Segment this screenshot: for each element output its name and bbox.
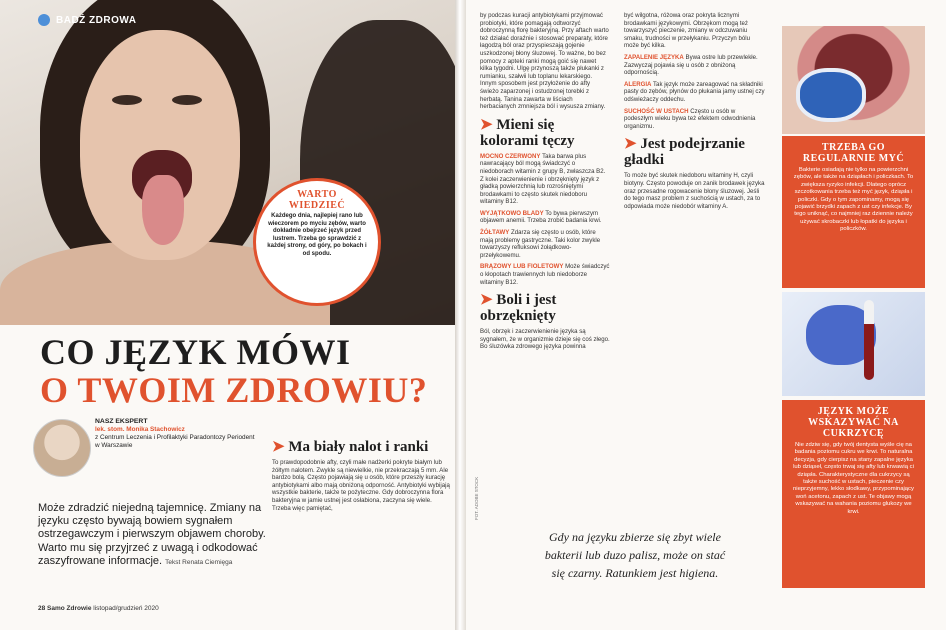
eye-right [172,95,202,105]
s3-item: ZAPALENIE JĘZYKA Bywa ostre lub przewlekłe. Zazwyczaj pojawia się u osób z obniżoną odpornością. [624,53,758,77]
handwritten-line-3: się czarny. Ratunkiem jest higiena. [551,566,719,580]
section-label: BADŹ ZDROWA [56,14,137,26]
warto-wiedziec-badge [253,178,381,306]
section-1-title: ➤ Ma biały nalot i ranki [272,439,429,455]
eye-left [112,95,142,105]
hygiene-box [782,136,925,288]
s3-body: Ból, obrzęk i zaczerwienienie języka są sygnałem, że w organizmie dzieje się coś złego. Bo śluzówka zdrowego języka powinna [480,328,610,351]
diabetes-box [782,400,925,588]
arrow-icon: ➤ [480,292,497,309]
s2-item: BRĄZOWY LUB FIOLETOWY Może świadczyć o kłopotach trawiennych lub niedoborze witaminy B12. [480,263,610,286]
section-dot-icon [38,14,50,26]
expert-affiliation: z Centrum Leczenia i Profilaktyki Paradontozy Periodent w Warszawie [95,434,255,449]
headline-line-1: CO JĘZYK MÓWI [40,332,351,372]
badge-text: Każdego dnia, najlepiej rano lub wieczorem po myciu zębów, warto dokładnie obejrzeć język przed lustrem. Trzeba go sprawdzić z każdej strony, od góry, po bokach i od spodu. [267,213,367,257]
s2-item: WYJĄTKOWO BLADY To bywa pierwszym objawem anemii. Trzeba zrobić badania krwi. [480,209,602,225]
magazine-name: Samo Zdrowie [47,605,92,612]
s3-item: ALERGIA Tak język może zareagować na składniki pasty do zębów, płynów do płukania jamy ustnej czy odświeżaczy oddechu. [624,80,765,103]
section-4-title: ➤ Jest podejrzanie gładki [624,136,745,169]
s3-item: SUCHOŚĆ W USTACH Często u osób w podeszłym wieku bywa też efektem odwodnienia organizmu. [624,107,756,130]
headline-line-2: O TWOIM ZDROWIU? [40,370,428,410]
section-3-title: ➤ Boli i jest obrzęknięty [480,292,557,325]
s4-body: To może być skutek niedoboru witaminy H, czyli biotyny. Często powoduje on zanik brodawek języka oraz przesadne rogowacenie błony śluzowej. Jeśli do tego masz problem z suchością w ustach, za to odpowiada może niedobór witaminy A. [624,172,765,210]
badge-title-2: WIEDZIEĆ [288,200,346,211]
intro-text: Może zdradzić niejedną tajemnicę. Zmiany na języku często bywają bowiem sygnałem ostrzegawczym i pierwszym objawem choroby. Warto mu się przyjrzeć z uwagą i odkodować zaszyfrowane informacje. [38,502,266,567]
right-column-1 [480,8,610,351]
right-column-2 [624,8,766,210]
arrow-icon: ➤ [624,136,641,153]
page-gutter [455,0,466,630]
author-credit: Tekst Renata Ciemięga [165,558,233,566]
section-1 [272,440,450,512]
expert-info [95,418,260,450]
expert-avatar [33,419,91,477]
col1-intro: by podczas kuracji antybiotykami przyjmować probiotyki, które pomagają odtworzyć dobroczynną florę bakteryjną. Przy aftach warto też działać doraźnie i stosować preparaty, które łagodzą ból oraz przyspieszają gojenie uszkodzonej błony śluzowej. To ważne, bo bez pomocy z apteki ranki mogą goić się nawet kilka tygodni. Ulgę przynoszą także płukanki z rumianku, szałwii lub toplanu lekarskiego. Innym sposobem jest przyłożenie do afty świeżo zaparzonej i ostudzonej torebki z herbatą. Tanina zawarta w liściach herbacianych zmniejsza ból i wysusza zmiany. [480,12,609,111]
hygiene-box-text: Bakterie osiadają nie tylko na powierzchni zębów, ale także na dziąsłach i policzkach. To zwiększa ryzyko infekcji. Dlatego oprócz szczotkowania trzeba też myć język, dziąsła i policzki. Gdy o tym zapominamy, mogą się pojawić brzydki zapach z ust czy infekcje. By tego uniknąć, co najmniej raz dziennie należy używać skrobaczki lub łopatki do języka i policzków. [793,167,914,233]
section-1-body: To prawdopodobnie afty, czyli małe nadżerki pokryte białym lub żółtym nalotem. Zwykle są niewielkie, nie przekraczają 5 mm. Ale bardzo bolą. Często pojawiają się u osób, które przeszły kurację antybiotykami albo mają obniżoną odporność. Antybiotyki wybijają wszystkie bakterie, także te pożyteczne. Gdy dobroczynna flora bakteryjna w jamie ustnej jest osłabiona, zaczyna się wiele. Trzeba więc pamiętać, [272,459,450,512]
left-page [0,0,455,630]
tongue-scraper-shape [796,68,866,122]
tongue-shape [142,175,184,245]
diabetes-box-text: Nie zdziw się, gdy twój dentysta wyśle cię na badania poziomu cukru we krwi. To naturalna decyzja, gdy cierpisz na stany zapalne języka lub dziąseł, często trwaj się afty lub krwawią ci dziąsła. Charakterystyczne dla cukrzycy są także suchość w ustach, pieczenie czy nieprzyjemny, lekko słodkawy, przypominający woń acetonu, zapach z ust. Te objawy mogą wskazywać na wahania poziomu glukozy we krwi. [793,442,914,515]
folio [38,605,159,612]
col2-intro: być wilgotna, różowa oraz pokryta licznymi brodawkami językowymi. Obrzękom mogą też towarzyszyć pieczenie, zmiany w odczuwaniu smaku, trudności w przełykaniu. Przyczyn bólu może być kilka. [624,12,750,50]
handwritten-line-1: Gdy na języku zbierze się zbyt wiele [549,530,721,544]
section-tag [38,14,137,26]
issue-date: listopad/grudzień 2020 [93,605,159,612]
s2-item: MOCNO CZERWONY Taka barwa plus nawracający ból mogą świadczyć o niedoborach witamin z grupy B, zwłaszcza B2. Z kolei zaczerwienienie i obrzęknięty język z gładką powierzchnią lub rozrośniętymi brodawkami to często skutek niedoboru witaminy B12. [480,152,606,206]
right-page [466,0,946,630]
diabetes-box-title: JĘZYK MOŻE WSKAZYWAĆ NA CUKRZYCĘ [808,406,899,439]
woman-tongue-photo [0,0,455,325]
badge-title-1: WARTO [297,189,337,200]
handwritten-note [490,528,780,582]
handwritten-line-2: bakterii lub duzo palisz, może on stać [544,548,726,562]
arrow-icon: ➤ [480,116,497,133]
hygiene-box-title: TRZEBA GO REGULARNIE MYĆ [802,142,905,164]
photo-credit: FOT. ADOBE STOCK [474,476,479,520]
blood-tube-shape [864,300,874,380]
expert-name: lek. stom. Monika Stachowicz [95,426,185,433]
intro-block [38,502,266,569]
arrow-icon: ➤ [272,439,289,455]
page-number: 28 [38,605,46,612]
s2-item: ŻÓŁTAWY Zdarza się często u osób, które mają problemy gastryczne. Taki kolor zwykle towarzyszy refluksowi żołądkowo-przełykowemu. [480,229,601,259]
headline [40,333,440,409]
section-2-title: ➤ Mieni się kolorami tęczy [480,116,575,149]
expert-role: NASZ EKSPERT [95,418,148,425]
